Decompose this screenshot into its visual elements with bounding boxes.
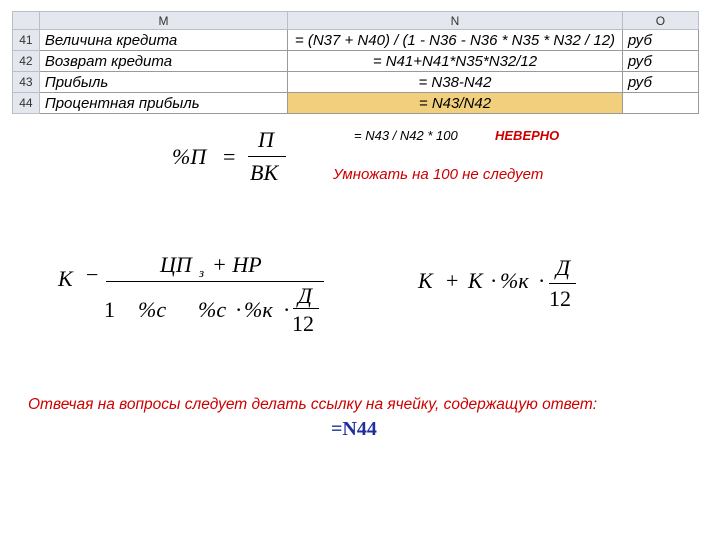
label-cell[interactable]: Величина кредита [39, 30, 287, 51]
unit-cell[interactable]: руб [622, 30, 698, 51]
table-row [13, 30, 699, 51]
column-header-row [13, 12, 699, 30]
formula-k-den-pck: %к [244, 297, 273, 322]
formula-ret-k1: К [418, 268, 433, 293]
table-row [13, 72, 699, 93]
formula-ret-frac-num: Д [556, 255, 570, 280]
formula-ret-bar [549, 283, 576, 284]
formula-ret-dot: · [490, 268, 498, 293]
formula-pi-den: ВК [250, 160, 279, 185]
formula-cell[interactable]: = N38-N42 [288, 72, 623, 93]
formula-cell[interactable]: = (N37 + N40) / (1 - N36 - N36 * N35 * N32 / 12) [288, 30, 623, 51]
row-header[interactable]: 43 [13, 72, 40, 93]
column-header-m[interactable]: M [39, 12, 287, 30]
row-header[interactable]: 42 [13, 51, 40, 72]
formula-k-minus: − [86, 262, 99, 287]
formula-ret-plus: + [446, 268, 459, 293]
formula-k-den-pc2: %с [198, 297, 227, 322]
formula-pi-num: П [258, 127, 274, 152]
answer-text: =N44 [331, 418, 377, 440]
label-cell[interactable]: Процентная прибыль [39, 93, 287, 114]
formula-ret-k2: К [468, 268, 483, 293]
label-cell[interactable]: Возврат кредита [39, 51, 287, 72]
formula-ret-dot2: · [538, 268, 546, 293]
formula-pi-fraction-bar [248, 156, 286, 157]
spreadsheet-grid [12, 11, 699, 114]
spreadsheet-fragment [12, 11, 699, 117]
unit-cell[interactable] [622, 93, 698, 114]
row-header[interactable]: 44 [13, 93, 40, 114]
label-cell[interactable]: Прибыль [39, 72, 287, 93]
formula-k-num-b: + НР [212, 252, 262, 277]
formula-cell[interactable]: = N41+N41*N35*N32/12 [288, 51, 623, 72]
table-row [13, 93, 699, 114]
hint-text: Умножать на 100 не следует [333, 166, 544, 183]
unit-cell[interactable]: руб [622, 51, 698, 72]
formula-k-main-bar [106, 281, 324, 282]
instruction-text: Отвечая на вопросы следует делать ссылку на ячейку, содержащую ответ: [28, 396, 598, 413]
formula-k-num-a: ЦП [160, 252, 192, 277]
row-header[interactable]: 41 [13, 30, 40, 51]
formula-cell-selected[interactable]: = N43/N42 [288, 93, 623, 114]
column-header-o[interactable]: O [622, 12, 698, 30]
formula-k-num-sub: з [199, 265, 205, 280]
formula-pi-left: %П [172, 144, 207, 169]
formula-k-frac-den: 12 [292, 311, 314, 336]
formula-k-small-bar [293, 308, 319, 309]
unit-cell[interactable]: руб [622, 72, 698, 93]
formula-ret-pck: %к [500, 268, 529, 293]
formula-k-left: К [58, 266, 73, 291]
formula-k-den-dot: · [235, 297, 243, 322]
formula-k-den-dot2: · [283, 297, 291, 322]
formula-k-frac-num: Д [298, 283, 312, 308]
corner-cell[interactable] [13, 12, 40, 30]
formula-k-den-pc1: %с [138, 297, 167, 322]
wrong-verdict: НЕВЕРНО [495, 128, 560, 143]
formula-ret-frac-den: 12 [549, 286, 571, 311]
table-row [13, 51, 699, 72]
wrong-formula-text: = N43 / N42 * 100 [354, 128, 458, 143]
formula-pi-eq: = [223, 144, 236, 169]
column-header-n[interactable]: N [288, 12, 623, 30]
formula-k-den-one: 1 [104, 297, 115, 322]
